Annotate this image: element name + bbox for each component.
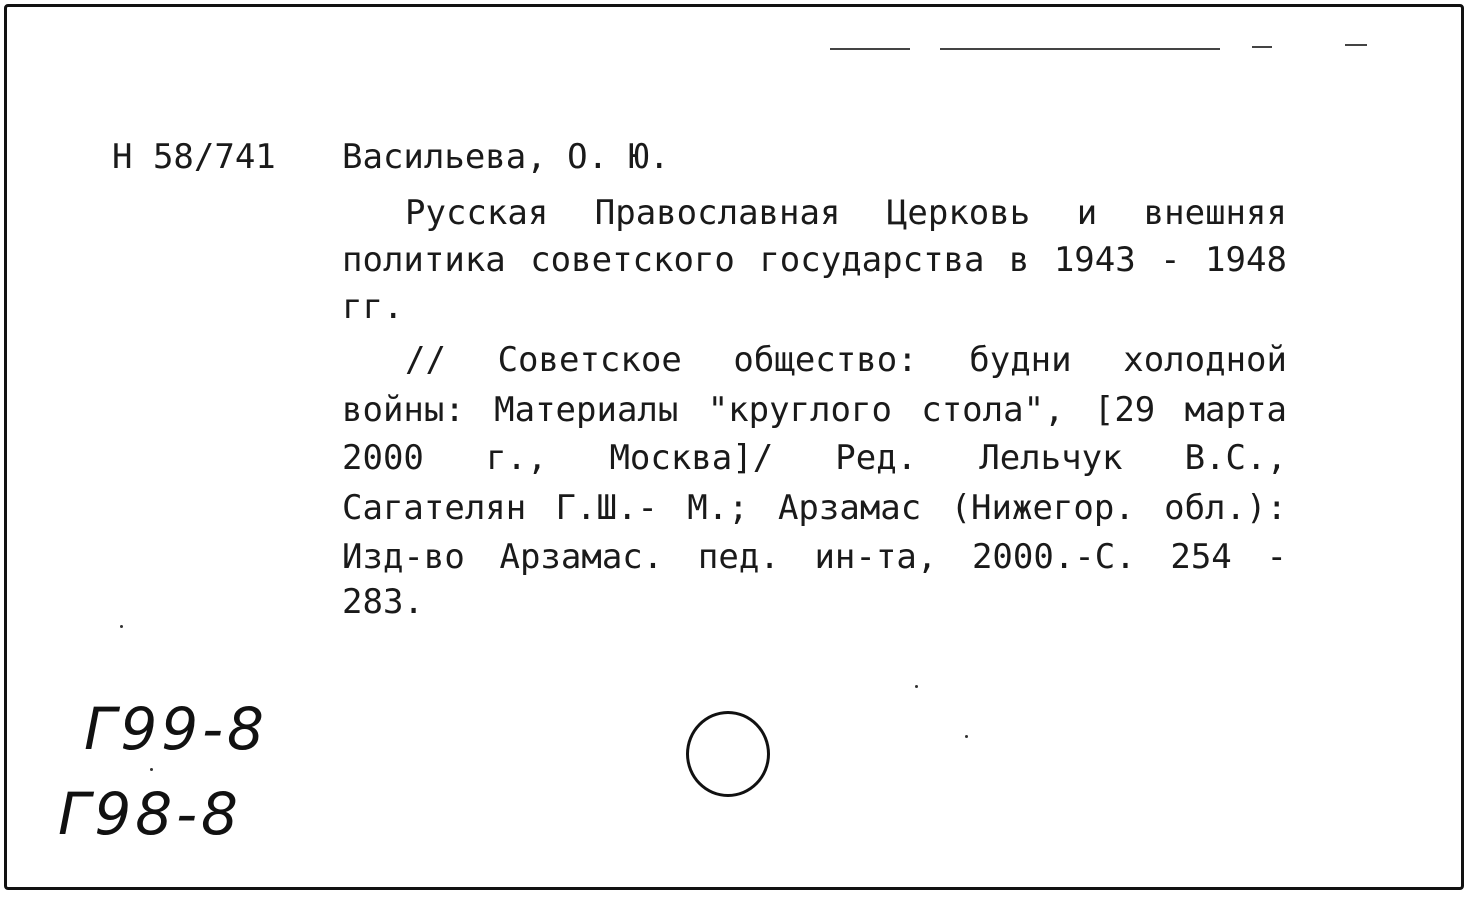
top-dash <box>1252 46 1272 48</box>
speck <box>150 768 153 771</box>
handwritten-mark: Г98-8 <box>58 780 242 848</box>
source-line: Сагателян Г.Ш.- М.; Арзамас (Нижегор. обл.): <box>342 488 1287 528</box>
source-line: // Советское общество: будни холодной <box>405 340 1287 380</box>
title-line: Русская Православная Церковь и внешняя <box>405 193 1287 233</box>
handwritten-mark: Г99-8 <box>84 695 268 763</box>
top-dash <box>830 48 910 50</box>
punch-hole <box>686 711 770 797</box>
title-line: гг. <box>342 287 404 327</box>
source-line: Изд-во Арзамас. пед. ин-та, 2000.-С. 254 - <box>342 537 1287 577</box>
source-line: 2000 г., Москва]/ Ред. Лельчук В.С., <box>342 438 1287 478</box>
call-number: Н 58/741 <box>112 137 276 177</box>
speck <box>965 735 968 738</box>
speck <box>915 685 918 688</box>
source-line: войны: Материалы "круглого стола", [29 марта <box>342 390 1287 430</box>
title-line: политика советского государства в 1943 - 1948 <box>342 240 1287 280</box>
source-line: 283. <box>342 582 424 622</box>
top-dash <box>940 48 1220 50</box>
author: Васильева, О. Ю. <box>342 137 670 177</box>
top-dash <box>1345 44 1367 46</box>
speck <box>120 625 123 628</box>
